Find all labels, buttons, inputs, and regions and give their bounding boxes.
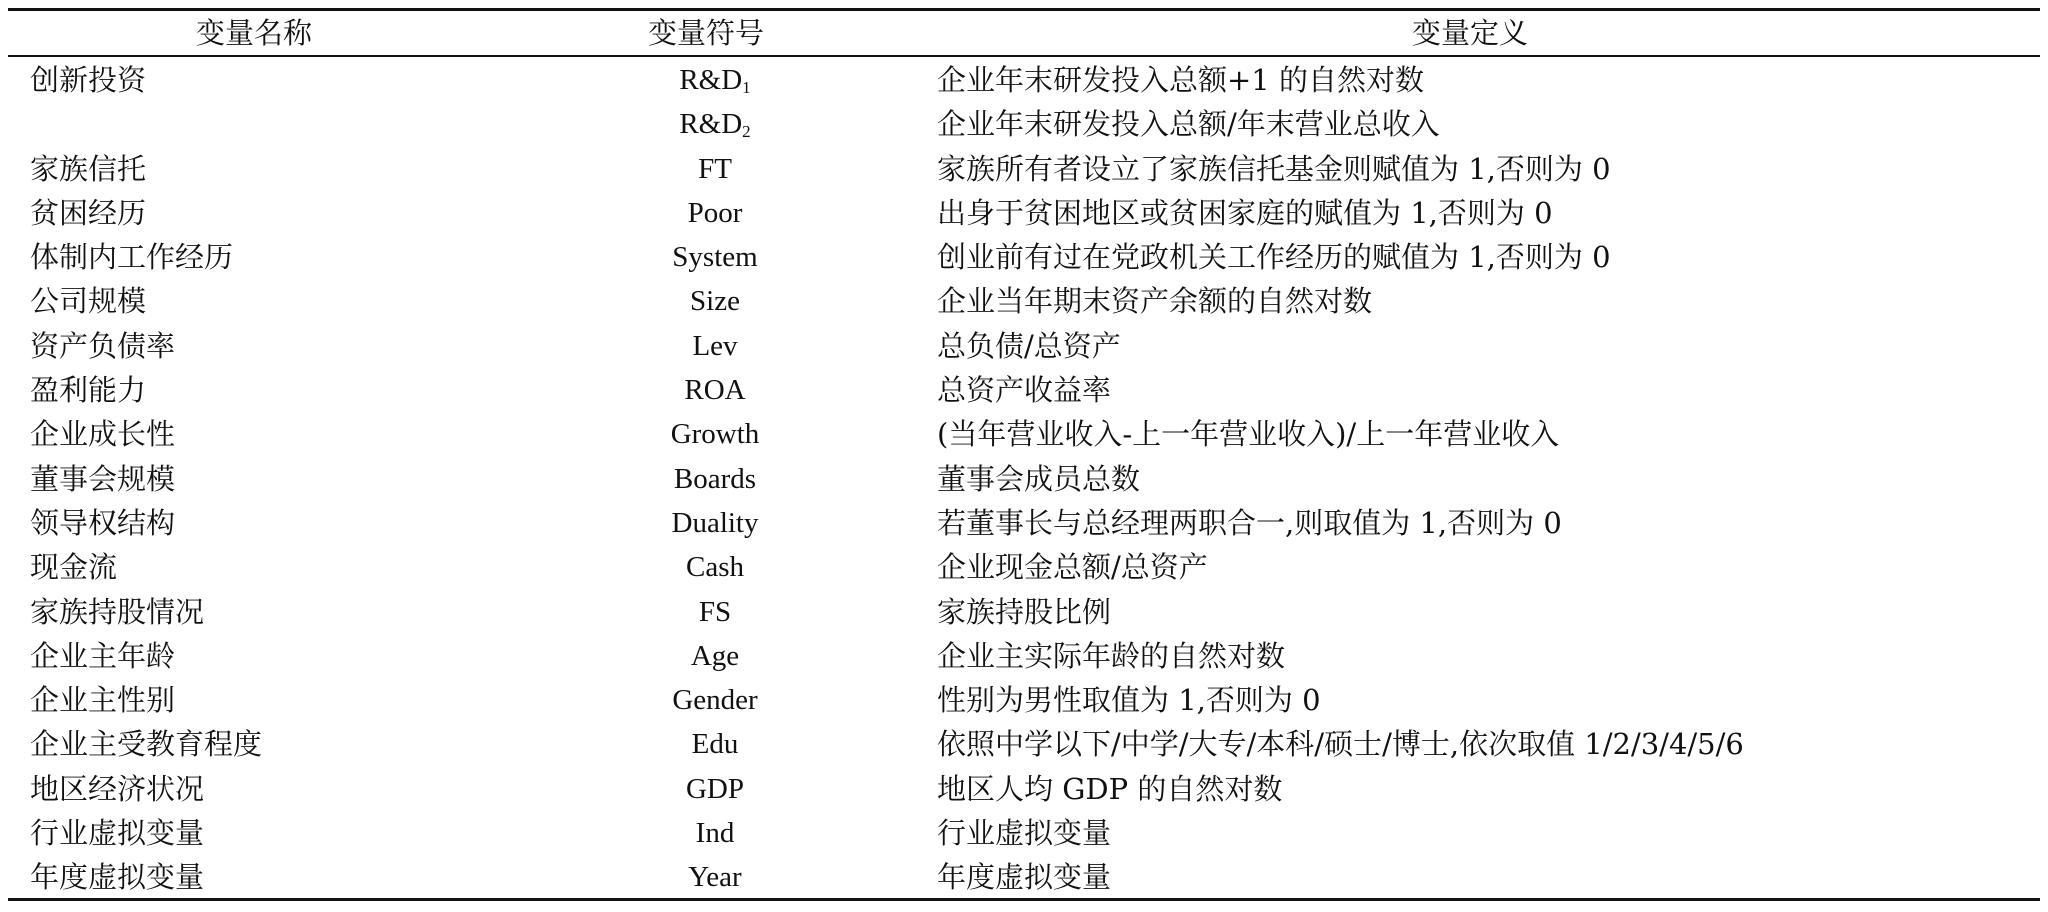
symbol-text: Poor bbox=[687, 196, 743, 229]
variable-name-cell: 贫困经历 bbox=[30, 195, 147, 230]
variable-symbol-cell bbox=[565, 235, 865, 279]
variable-definition-cell: 若董事长与总经理两职合一,则取值为 1,否则为 0 bbox=[937, 505, 1562, 540]
variable-symbol-cell bbox=[565, 279, 865, 323]
table-row bbox=[0, 279, 2048, 323]
variable-definition-cell: 企业现金总额/总资产 bbox=[937, 550, 1208, 585]
variable-symbol-cell bbox=[565, 634, 865, 678]
symbol-text: FS bbox=[698, 595, 732, 628]
variable-definition-cell: 行业虚拟变量 bbox=[937, 816, 1112, 851]
variable-definition-cell: 出身于贫困地区或贫困家庭的赋值为 1,否则为 0 bbox=[937, 195, 1553, 230]
table-row bbox=[0, 811, 2048, 855]
table-row bbox=[0, 412, 2048, 456]
variable-definition-cell: 家族所有者设立了家族信托基金则赋值为 1,否则为 0 bbox=[937, 151, 1611, 186]
table-row bbox=[0, 457, 2048, 501]
variable-name-cell: 资产负债率 bbox=[30, 328, 176, 363]
variable-name-cell: 董事会规模 bbox=[30, 461, 176, 496]
variable-definition-cell: 企业年末研发投入总额+1 的自然对数 bbox=[937, 63, 1424, 97]
table-row bbox=[0, 324, 2048, 368]
symbol-text: Duality bbox=[671, 506, 759, 539]
variable-definition-cell: 企业主实际年龄的自然对数 bbox=[937, 638, 1286, 673]
symbol-text: Boards bbox=[673, 462, 757, 495]
variable-name-cell: 盈利能力 bbox=[30, 373, 147, 408]
table-row bbox=[0, 102, 2048, 146]
variable-definition-cell: 总负债/总资产 bbox=[937, 328, 1121, 363]
symbol-text: Ind bbox=[695, 817, 735, 850]
variable-definition-cell: 董事会成员总数 bbox=[937, 461, 1141, 496]
table-row bbox=[0, 722, 2048, 766]
variable-symbol-cell bbox=[565, 678, 865, 722]
variable-definition-cell: 家族持股比例 bbox=[937, 594, 1112, 629]
table-row bbox=[0, 634, 2048, 678]
variable-name-cell: 企业主性别 bbox=[30, 683, 176, 718]
header-variable-name: 变量名称 bbox=[196, 16, 313, 50]
symbol-text: ROA bbox=[684, 374, 746, 407]
symbol-subscript: 1 bbox=[742, 78, 751, 97]
variable-name-cell: 年度虚拟变量 bbox=[30, 860, 205, 895]
variable-name-cell: 企业成长性 bbox=[30, 417, 176, 452]
symbol-text: Gender bbox=[672, 684, 758, 717]
variable-definition-cell: 年度虚拟变量 bbox=[937, 860, 1112, 895]
variable-symbol-cell bbox=[565, 191, 865, 235]
table-row bbox=[0, 235, 2048, 279]
variable-name-cell: 现金流 bbox=[30, 550, 118, 585]
variable-symbol-cell bbox=[565, 722, 865, 766]
symbol-text: R&D bbox=[679, 64, 743, 96]
table-top-rule bbox=[8, 8, 2040, 11]
table-row bbox=[0, 767, 2048, 811]
variable-symbol-cell bbox=[565, 324, 865, 368]
variable-symbol-cell bbox=[565, 811, 865, 855]
variable-symbol-cell bbox=[565, 767, 865, 811]
table-header-rule bbox=[8, 55, 2040, 57]
symbol-text: GDP bbox=[685, 772, 744, 805]
table-bottom-rule bbox=[8, 898, 2040, 901]
table-row bbox=[0, 678, 2048, 722]
variable-symbol-cell bbox=[565, 501, 865, 545]
symbol-text: Age bbox=[690, 639, 740, 672]
variable-symbol-cell bbox=[565, 147, 865, 191]
symbol-text: Edu bbox=[691, 728, 739, 761]
variable-definition-cell: 依照中学以下/中学/大专/本科/硕士/博士,依次取值 1/2/3/4/5/6 bbox=[937, 727, 1744, 762]
variable-symbol-cell bbox=[565, 590, 865, 634]
variable-name-cell: 地区经济状况 bbox=[30, 771, 205, 806]
table-row bbox=[0, 368, 2048, 412]
symbol-text: Size bbox=[690, 285, 740, 318]
table-row bbox=[0, 855, 2048, 899]
variable-name-cell: 体制内工作经历 bbox=[30, 240, 234, 275]
variable-name-cell: 行业虚拟变量 bbox=[30, 816, 205, 851]
table-body bbox=[0, 58, 2048, 900]
table-row bbox=[0, 590, 2048, 634]
variable-name-cell: 家族信托 bbox=[30, 151, 147, 186]
symbol-subscript: 2 bbox=[742, 122, 751, 142]
symbol-text: FT bbox=[698, 152, 732, 185]
variable-name-cell: 创新投资 bbox=[30, 63, 147, 97]
variable-symbol-cell bbox=[565, 412, 865, 456]
symbol-text: Year bbox=[688, 861, 742, 894]
variable-name-cell: 家族持股情况 bbox=[30, 594, 205, 629]
variable-definition-cell: 企业年末研发投入总额/年末营业总收入 bbox=[937, 107, 1440, 142]
symbol-text: System bbox=[672, 241, 758, 274]
variable-symbol-cell bbox=[565, 102, 865, 146]
symbol-text: Growth bbox=[670, 418, 760, 451]
variable-name-cell: 企业主受教育程度 bbox=[30, 727, 263, 762]
table-row bbox=[0, 58, 2048, 102]
variable-definition-cell: 创业前有过在党政机关工作经历的赋值为 1,否则为 0 bbox=[937, 240, 1611, 275]
variable-definition-cell: 企业当年期末资产余额的自然对数 bbox=[937, 284, 1373, 319]
table-row bbox=[0, 191, 2048, 235]
table-row bbox=[0, 147, 2048, 191]
variable-symbol-cell bbox=[565, 58, 865, 102]
variable-definition-cell: (当年营业收入-上一年营业收入)/上一年营业收入 bbox=[937, 417, 1560, 452]
variable-symbol-cell bbox=[565, 545, 865, 589]
symbol-text: Cash bbox=[686, 551, 744, 584]
variable-definition-cell: 地区人均 GDP 的自然对数 bbox=[937, 771, 1283, 806]
variable-definition-cell: 总资产收益率 bbox=[937, 373, 1112, 408]
table-row bbox=[0, 501, 2048, 545]
header-variable-definition: 变量定义 bbox=[1412, 16, 1529, 50]
variable-definition-cell: 性别为男性取值为 1,否则为 0 bbox=[937, 683, 1321, 718]
variable-symbol-cell bbox=[565, 457, 865, 501]
variable-symbol-cell bbox=[565, 855, 865, 899]
variable-name-cell: 企业主年龄 bbox=[30, 638, 176, 673]
symbol-text: Lev bbox=[692, 329, 738, 362]
variable-name-cell: 公司规模 bbox=[30, 284, 147, 319]
variable-symbol-cell bbox=[565, 368, 865, 412]
table-row bbox=[0, 545, 2048, 589]
variable-name-cell: 领导权结构 bbox=[30, 505, 176, 540]
symbol-text: R&D bbox=[679, 108, 743, 141]
header-variable-symbol: 变量符号 bbox=[648, 16, 765, 50]
